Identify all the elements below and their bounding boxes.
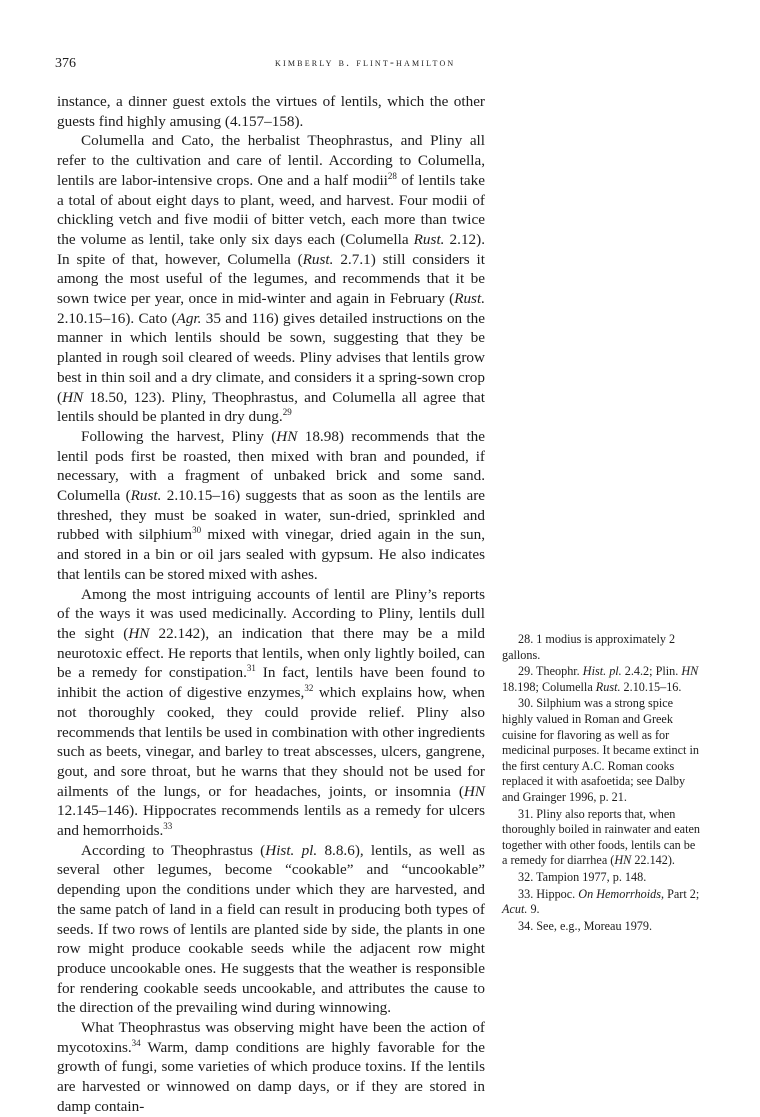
footnote-text bbox=[502, 632, 675, 662]
text-run: 32. Tampion 1977, p. 148. bbox=[518, 869, 647, 884]
paragraph bbox=[57, 131, 485, 427]
footnote-ref: 31 bbox=[246, 663, 256, 674]
italic-text: Rust. bbox=[302, 250, 334, 268]
text-run: 2.10.15–16). Cato ( bbox=[57, 309, 177, 327]
footnote-text bbox=[502, 807, 700, 868]
footnote bbox=[502, 919, 700, 935]
text-run: Warm, damp conditions are highly favorable for the growth of fungi, some varieties of which produce toxins. If the lentils are harvested or winnowed on damp days, or if they are stored in damp contain- bbox=[57, 1038, 485, 1115]
footnote bbox=[502, 870, 700, 886]
italic-text: HN bbox=[681, 664, 699, 679]
text-run: 2.10.15–16) suggests that as soon as the lentils are threshed, they must be soaked in water, sun-dried, sprinkled and rubbed with silphium bbox=[57, 487, 485, 544]
italic-text: HN bbox=[276, 427, 298, 445]
footnote bbox=[502, 632, 700, 663]
text-run: What Theophrastus was observing might have been the action of mycotoxins. bbox=[57, 1019, 485, 1056]
footnote-ref: 32 bbox=[304, 683, 314, 694]
footnote bbox=[502, 696, 700, 805]
text-run: 35 and 116) gives detailed instructions on the manner in which lentils should be sown, suggesting that they be planted in rough soil cleared of weeds. Pliny advises that lentils grow best in thin soil and a dry climate, and considers it a spring-sown crop ( bbox=[57, 309, 485, 406]
footnote-text bbox=[502, 696, 699, 804]
italic-text: HN bbox=[463, 782, 485, 800]
footnote bbox=[502, 807, 700, 869]
footnote-text bbox=[502, 919, 652, 933]
paragraph bbox=[57, 92, 485, 131]
italic-text: HN bbox=[128, 624, 150, 642]
footnotes-column bbox=[502, 632, 700, 935]
footnote-ref: 30 bbox=[192, 525, 202, 536]
paragraph bbox=[57, 841, 485, 1018]
italic-text: Hist. pl. bbox=[265, 841, 318, 859]
text-run: of lentils take a total of about eight days to plant, weed, and harvest. Four modii of chickling vetch and five modii of bitter vetch, each more than twice the volume as lentil, take only six days each (Columella bbox=[57, 171, 485, 248]
text-run: 2.10.15–16. bbox=[620, 679, 682, 694]
text-run: 8.8.6), lentils, as well as several other legumes, become “cookable” and “uncookable” depending upon the conditions under which they are harvested, and the same patch of land in a field can result in producing both types of seeds. If two rows of lentils are planted side by side, the plants in one row might produce cookable seeds while the adjacent row might produce uncookable ones. He suggests that the weather is responsible for rendering cookable seeds uncookable, and attributes the cause to the direction of the prevailing wind during winnowing. bbox=[57, 841, 485, 1017]
footnote-ref: 33 bbox=[163, 820, 173, 831]
text-run: 22.142). bbox=[631, 853, 675, 868]
text-run: 2.7.1) still considers it among the most useful of the legumes, and recommends that it be sown twice per year, once in mid-winter and again in February ( bbox=[57, 250, 485, 308]
footnote-ref: 28 bbox=[387, 170, 397, 181]
footnote-ref: 29 bbox=[282, 407, 292, 418]
italic-text: On Hemorrhoids, bbox=[578, 886, 665, 901]
page-number: 376 bbox=[55, 56, 76, 71]
footnote bbox=[502, 664, 700, 695]
text-run: 18.198; Columella bbox=[502, 679, 596, 694]
text-run: 2.4.2; Plin. bbox=[621, 664, 682, 679]
footnote-text bbox=[502, 887, 699, 917]
text-run: 9. bbox=[527, 902, 540, 917]
italic-text: Rust. bbox=[454, 290, 485, 308]
text-run: According to Theophrastus ( bbox=[81, 841, 266, 859]
main-text-column bbox=[57, 92, 485, 1117]
text-run: mixed with vinegar, dried again in the sun, and stored in a bin or oil jars sealed with gypsum. He also indicates that lentils can be stored mixed with ashes. bbox=[57, 526, 485, 583]
text-run: Columella and Cato, the herbalist Theophrastus, and Pliny all refer to the cultivation and care of lentil. According to Columella, lentils are labor-intensive crops. One and a half modii bbox=[57, 132, 485, 189]
text-run: which explains how, when not thoroughly cooked, they could provide relief. Pliny also recommends that lentils be used in combination with other ingredients such as beets, vinegar, and barley to treat abscesses, ulcers, gangrene, gout, and sore throat, but he warns that they should not be used for ailments of the lungs, or for headaches, joints, or insomnia ( bbox=[57, 684, 485, 800]
text-run: 18.50, 123). Pliny, Theophrastus, and Columella all agree that lentils should be planted in dry dung. bbox=[57, 388, 485, 426]
paragraph bbox=[57, 427, 485, 585]
text-run: In fact, lentils have been found to inhibit the action of digestive enzymes, bbox=[57, 664, 485, 702]
text-run: instance, a dinner guest extols the virtues of lentils, which the other guests find highly amusing (4.157–158). bbox=[57, 93, 485, 130]
footnote bbox=[502, 887, 700, 918]
italic-text: Acut. bbox=[502, 902, 528, 917]
italic-text: Rust. bbox=[130, 487, 162, 505]
footnote-text bbox=[502, 664, 698, 694]
footnote-ref: 34 bbox=[131, 1037, 141, 1048]
paragraph bbox=[57, 585, 485, 841]
text-run: 33. Hippoc. bbox=[518, 886, 579, 901]
paragraph bbox=[57, 1018, 485, 1117]
text-run: Among the most intriguing accounts of lentil are Pliny’s reports of the ways it was used medicinally. According to Pliny, lentils dull the sight ( bbox=[57, 585, 485, 642]
text-run: 29. Theophr. bbox=[518, 664, 583, 679]
italic-text: Rust. bbox=[413, 230, 445, 248]
text-run: Following the harvest, Pliny ( bbox=[81, 427, 277, 445]
footnote-text bbox=[502, 870, 646, 884]
italic-text: Agr. bbox=[176, 309, 202, 327]
italic-text: Rust. bbox=[595, 679, 621, 694]
text-run: 18.98) recommends that the lentil pods first be roasted, then mixed with bran and pounded, if necessary, with a fragment of unbaked brick and some sand. Columella ( bbox=[57, 427, 485, 505]
italic-text: Hist. pl. bbox=[582, 664, 622, 679]
text-run: Part 2; bbox=[664, 886, 700, 901]
text-run: 34. See, e.g., Moreau 1979. bbox=[518, 918, 653, 933]
italic-text: HN bbox=[62, 388, 84, 406]
text-run: 30. Silphium was a strong spice highly valued in Roman and Greek cuisine for flavoring as well as for medicinal purposes. It became extinct in the first century A.C. Roman cooks replaced it with asafoetida; see Dalby and Grainger 1996, p. 21. bbox=[502, 696, 699, 804]
text-run: 28. 1 modius is approximately 2 gallons. bbox=[502, 632, 676, 662]
page-header bbox=[55, 56, 485, 74]
text-run: 31. Pliny also reports that, when thoroughly boiled in rainwater and eaten together with other foods, lentils can be a remedy for diarrhea ( bbox=[502, 806, 700, 868]
text-run: 2.12). In spite of that, however, Columella ( bbox=[57, 230, 485, 268]
text-run: 12.145–146). Hippocrates recommends lentils as a remedy for ulcers and hemorrhoids. bbox=[57, 802, 485, 840]
italic-text: HN bbox=[614, 853, 632, 868]
running-head: kimberly b. flint-hamilton bbox=[275, 57, 456, 69]
text-run: 22.142), an indication that there may be a mild neurotoxic effect. He reports that lentils, when only lightly boiled, can be a remedy for constipation. bbox=[57, 624, 485, 682]
